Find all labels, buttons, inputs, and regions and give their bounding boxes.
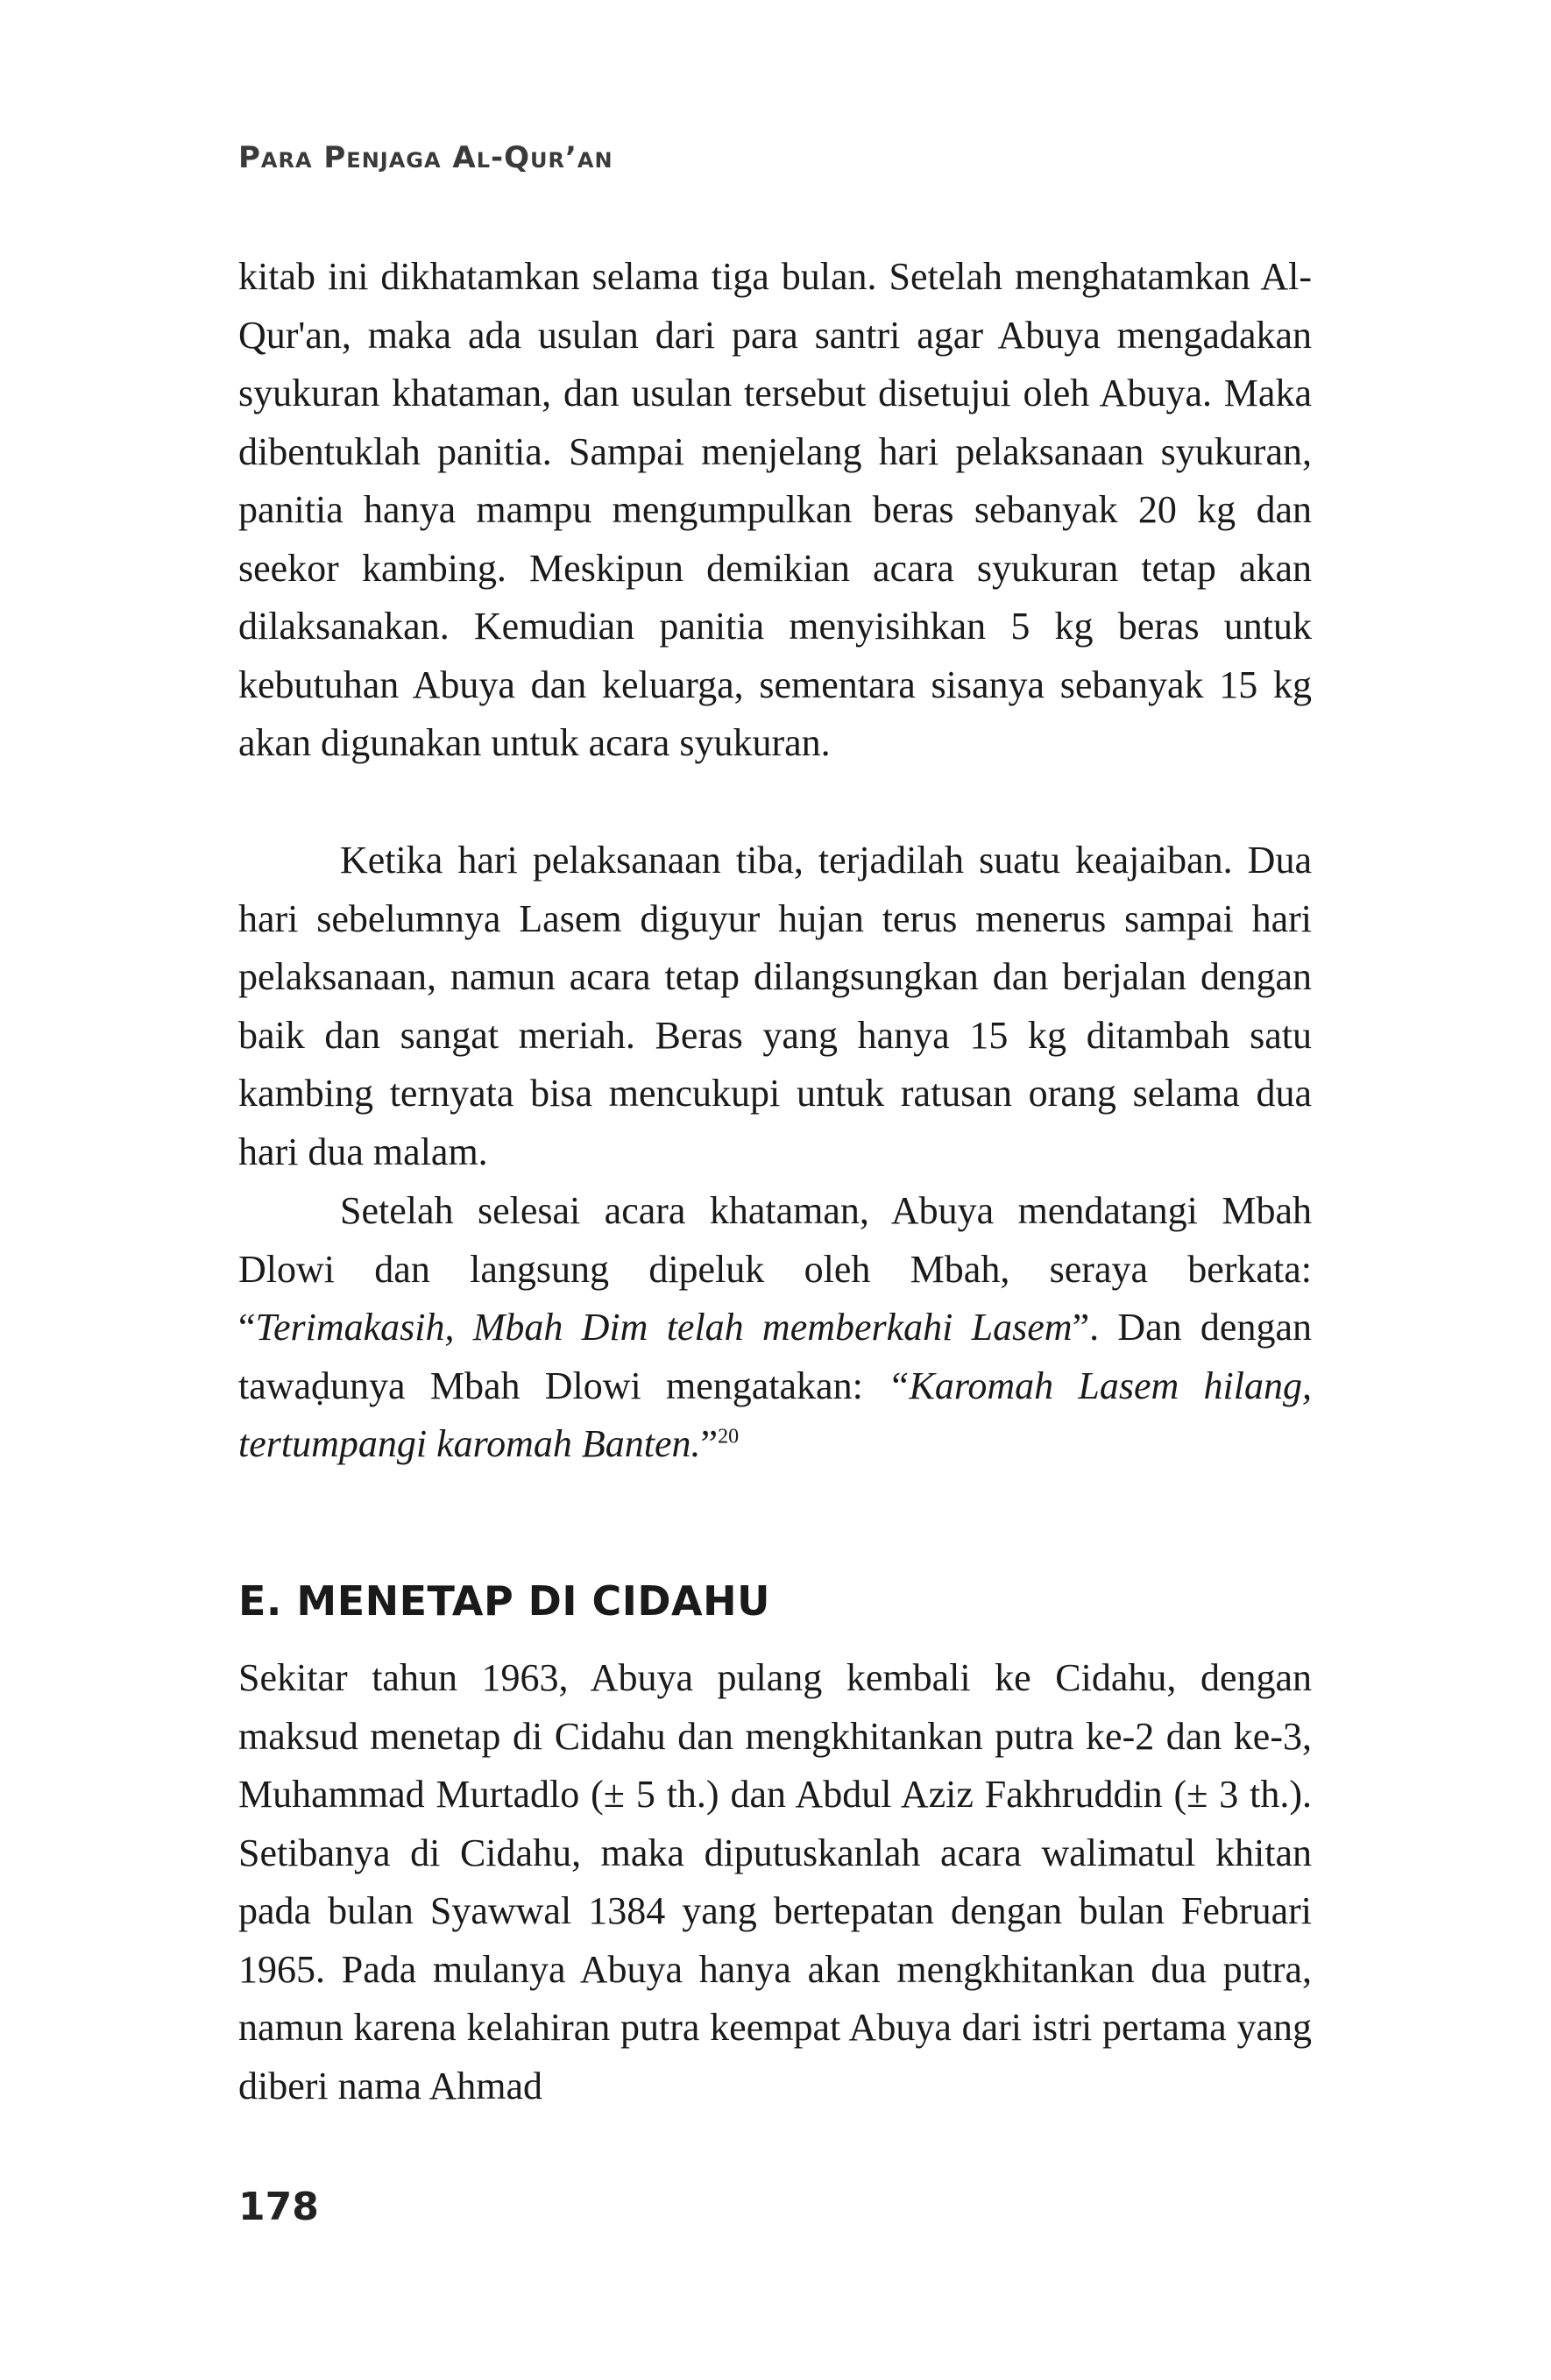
paragraph-4 xyxy=(238,1649,1312,2115)
paragraph-2 xyxy=(238,832,1312,1181)
quote-karomah: “Karomah Lasem hilang, tertumpangi karomah Banten. xyxy=(238,1364,1313,1465)
paragraph-1-text: kitab ini dikhatamkan selama tiga bulan. Setelah menghatamkan Al-Qur'an, maka ada usulan dari para santri agar Abuya mengadakan syukuran khataman, dan usulan tersebut disetujui oleh Abuya. Maka dibentuklah panitia. Sampai menjelang hari pelaksanaan syukuran, panitia hanya mampu mengumpulkan beras sebanyak 20 kg dan seekor kambing. Meskipun demikian acara syukuran tetap akan dilaksanakan. Kemudian panitia menyisihkan 5 kg beras untuk kebutuhan Abuya dan keluarga, sementara sisanya sebanyak 15 kg akan digunakan untuk acara syukuran. xyxy=(238,255,1312,764)
paragraph-1 xyxy=(238,248,1312,773)
paragraph-3-part-2: ”. Dan dengan tawaḍunya Mbah Dlowi mengatakan: xyxy=(238,1306,1312,1407)
paragraph-3-part-3: ” xyxy=(700,1422,719,1465)
paragraph-3-part-1: Setelah selesai acara khataman, Abuya mendatangi Mbah Dlowi dan langsung dipeluk oleh Mbah, seraya berkata: “ xyxy=(238,1189,1312,1349)
quote-terimakasih: Terimakasih, Mbah Dim telah memberkahi Lasem xyxy=(255,1306,1073,1349)
footnote-marker[interactable]: 20 xyxy=(718,1425,740,1449)
paragraph-2-text: Ketika hari pelaksanaan tiba, terjadilah suatu keajaiban. Dua hari sebelumnya Lasem diguyur hujan terus menerus sampai hari pelaksanaan, namun acara tetap dilangsungkan dan berjalan dengan baik dan sangat meriah. Beras yang hanya 15 kg ditambah satu kambing ternyata bisa mencukupi untuk ratusan orang selama dua hari dua malam. xyxy=(238,839,1312,1173)
paragraph-3 xyxy=(238,1182,1312,1474)
page-number: 178 xyxy=(238,2185,319,2229)
paragraph-3-text xyxy=(238,1182,1312,1474)
running-head: Para Penjaga Al-Qur’an xyxy=(238,140,613,175)
paragraph-4-text: Sekitar tahun 1963, Abuya pulang kembali ke Cidahu, dengan maksud menetap di Cidahu dan mengkhitankan putra ke-2 dan ke-3, Muhammad Murtadlo (± 5 th.) dan Abdul Aziz Fakhruddin (± 3 th.). Setibanya di Cidahu, maka diputuskanlah acara walimatul khitan pada bulan Syawwal 1384 yang bertepatan dengan bulan Februari 1965. Pada mulanya Abuya hanya akan mengkhitankan dua putra, namun karena kelahiran putra keempat Abuya dari istri pertama yang diberi nama Ahmad xyxy=(238,1656,1312,2107)
section-heading: E. MENETAP DI CIDAHU xyxy=(238,1577,770,1625)
